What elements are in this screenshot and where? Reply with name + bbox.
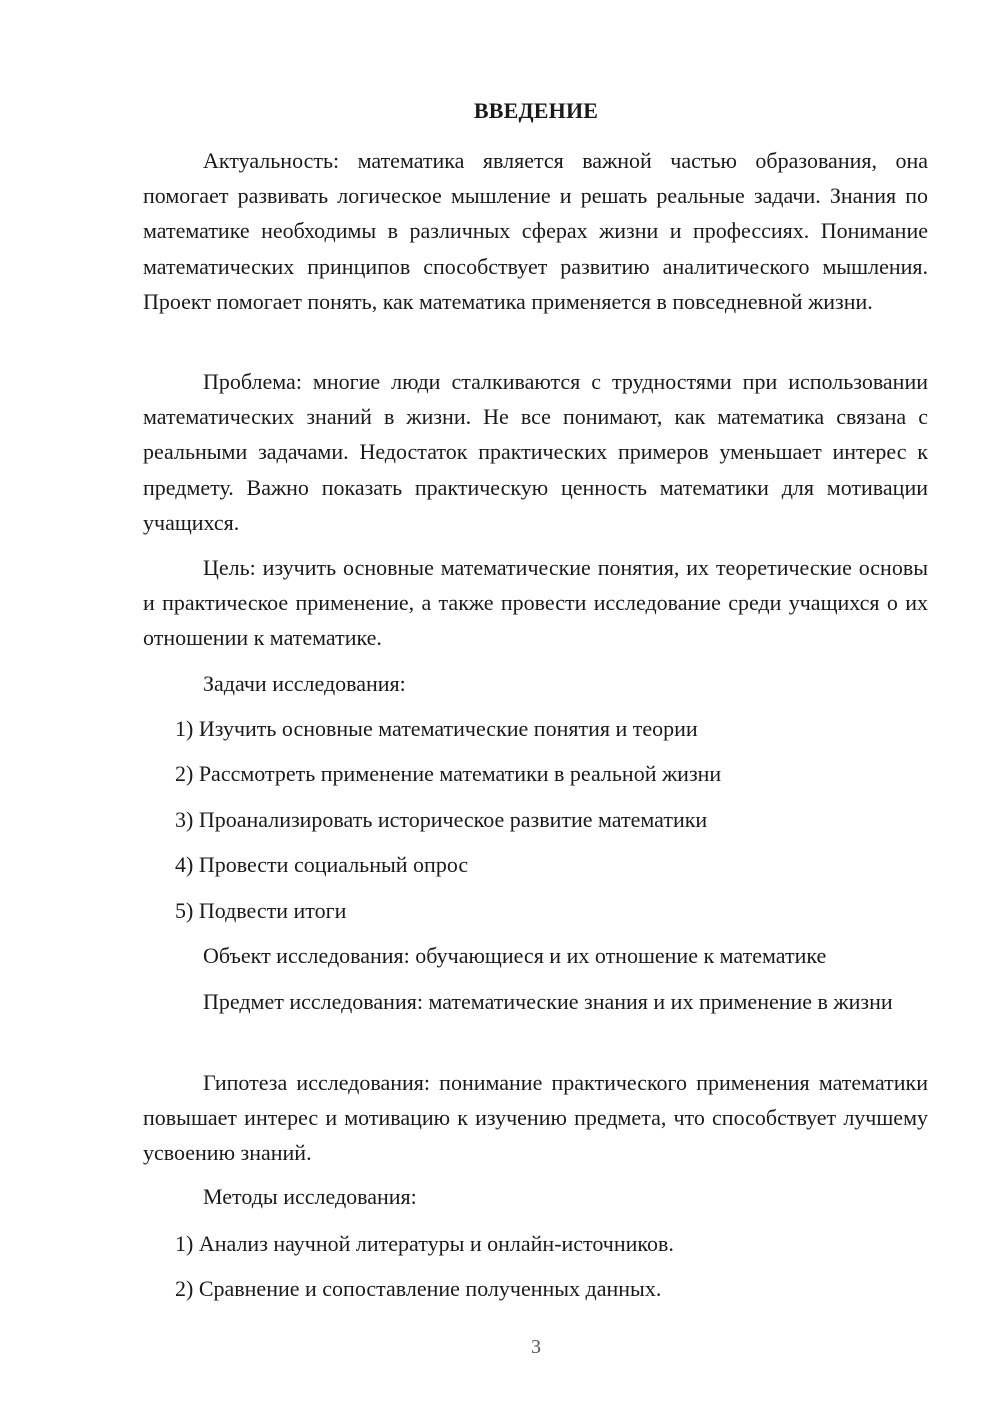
task-item: 2) Рассмотреть применение математики в реальной жизни: [175, 761, 722, 786]
method-item: 1) Анализ научной литературы и онлайн-источников.: [175, 1231, 674, 1256]
section-heading: ВВЕДЕНИЕ: [473, 98, 599, 123]
task-item: 3) Проанализировать историческое развитие математики: [175, 807, 708, 832]
method-item: 2) Сравнение и сопоставление полученных данных.: [175, 1276, 662, 1301]
task-item: 4) Провести социальный опрос: [175, 852, 469, 877]
task-item: 5) Подвести итоги: [175, 898, 347, 923]
tasks-heading: Задачи исследования:: [203, 671, 406, 696]
task-item: 1) Изучить основные математические понятия и теории: [175, 716, 698, 741]
subject-paragraph: Предмет исследования: математические знания и их применение в жизни: [203, 989, 893, 1014]
methods-heading: Методы исследования:: [203, 1184, 417, 1209]
relevance-paragraph: Актуальность: математика является важной частью образования, она помогает развивать логическое мышление и решать реальные задачи. Знания по математике необходимы в различных сферах жизни и профессиях. Понимание математических принципов способствует развитию аналитического мышления. Проект помогает понять, как математика применяется в повседневной жизни.: [143, 148, 928, 314]
object-paragraph: Объект исследования: обучающиеся и их отношение к математике: [203, 943, 827, 968]
hypothesis-paragraph: Гипотеза исследования: понимание практического применения математики повышает интерес и мотивацию к изучению предмета, что способствует лучшему усвоению знаний.: [143, 1070, 928, 1166]
problem-paragraph: Проблема: многие люди сталкиваются с трудностями при использовании математических знаний в жизни. Не все понимают, как математика связана с реальными задачами. Недостаток практических примеров уменьшает интерес к предмету. Важно показать практическую ценность математики для мотивации учащихся.: [143, 369, 928, 535]
goal-paragraph: Цель: изучить основные математические понятия, их теоретические основы и практическое применение, а также провести исследование среди учащихся о их отношении к математике.: [143, 555, 928, 651]
page-number: 3: [531, 1336, 541, 1358]
